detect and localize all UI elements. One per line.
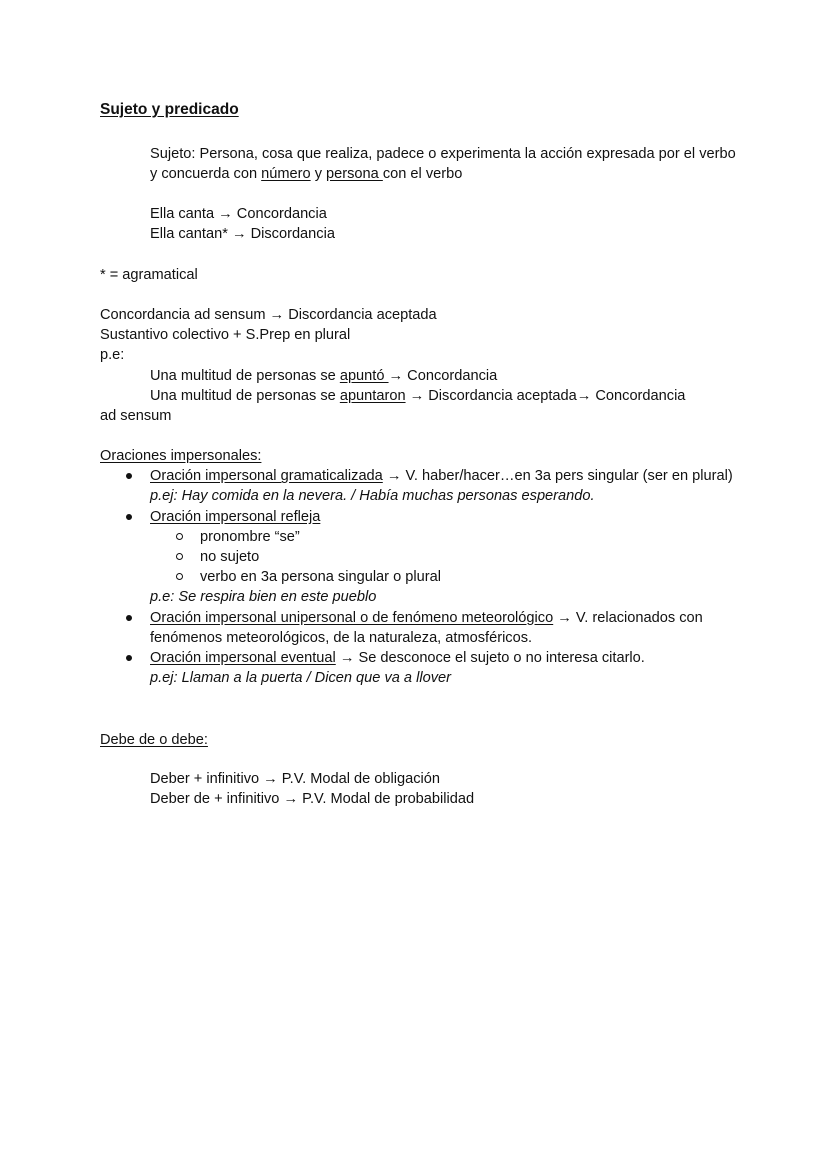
item4-label: Oración impersonal eventual <box>150 650 336 667</box>
list-item <box>100 507 738 608</box>
circle-bullet-icon <box>176 573 183 580</box>
item4-text: → Se desconoce el sujeto o no interesa citarlo. <box>335 650 645 667</box>
item2-example: p.e: Se respira bien en este pueblo <box>150 589 377 606</box>
impersonales-list <box>100 466 738 688</box>
list-item <box>100 648 738 688</box>
numero-word: número <box>261 166 311 183</box>
bullet-icon <box>126 615 132 621</box>
ex1-start: Una multitud de personas se <box>150 367 340 384</box>
def-end: con el verbo <box>382 166 463 183</box>
ad-sensum-section <box>100 305 738 426</box>
bullet-icon <box>126 655 132 661</box>
list-item <box>100 608 738 648</box>
example-concordancia: Ella canta → Concordancia <box>150 206 327 222</box>
item2-label: Oración impersonal refleja <box>150 508 321 525</box>
ad-sensum-line2: Sustantivo colectivo + S.Prep en plural <box>100 327 351 344</box>
list-item <box>100 466 738 506</box>
ex2-start: Una multitud de personas se <box>150 387 340 404</box>
item1-text: → V. haber/hacer…en 3a pers singular (ser en plural) <box>382 468 733 485</box>
refleja-sublist <box>150 527 738 588</box>
ad-sensum-line1: Concordancia ad sensum → Discordancia aceptada <box>100 307 437 323</box>
sublist-item <box>150 567 738 587</box>
sublist-text: pronombre “se” <box>200 528 300 545</box>
debe-heading: Debe de o debe: <box>100 732 208 748</box>
ex2-verb: apuntaron <box>339 387 406 404</box>
ad-sensum-example2 <box>100 386 738 406</box>
def-start: Sujeto: Persona, cosa que realiza, padece o experimenta la acción expresada por el verbo y concuerda con <box>150 146 736 183</box>
sublist-item <box>150 527 738 547</box>
item1-label: Oración impersonal gramaticalizada <box>150 468 383 485</box>
sujeto-definition-text <box>100 144 738 184</box>
def-y: y <box>310 166 327 183</box>
title-block <box>100 100 738 120</box>
ad-sensum-pe: p.e: <box>100 347 125 364</box>
impersonales-heading: Oraciones impersonales: <box>100 448 262 464</box>
ex1-verb: apuntó <box>339 367 389 384</box>
bullet-icon <box>126 514 132 520</box>
ad-sensum-example1 <box>100 366 738 386</box>
item3-label: Oración impersonal unipersonal o de fenómeno meteorológico <box>150 609 554 626</box>
agramatical-note <box>100 265 738 285</box>
item4-example: p.ej: Llaman a la puerta / Dicen que va a llover <box>150 670 451 687</box>
sublist-text: no sujeto <box>200 549 260 566</box>
ex1-end: → Concordancia <box>388 367 498 384</box>
item1-example: p.ej: Hay comida en la nevera. / Había muchas personas esperando. <box>150 488 595 505</box>
sublist-item <box>150 547 738 567</box>
persona-word: persona <box>326 166 383 183</box>
example-discordancia: Ella cantan* → Discordancia <box>150 226 335 243</box>
sujeto-definition <box>100 144 738 184</box>
item3-text: → V. relacionados con fenómenos meteorológicos, de la naturaleza, atmosféricos. <box>150 609 703 646</box>
page-title: Sujeto y predicado <box>100 101 239 118</box>
ad-sensum-example2-wrap: ad sensum <box>100 408 172 425</box>
ex2-end: → Discordancia aceptada→ Concordancia <box>405 387 686 404</box>
sublist-text: verbo en 3a persona singular o plural <box>200 569 441 586</box>
circle-bullet-icon <box>176 533 183 540</box>
debe-line2: Deber de + infinitivo → P.V. Modal de probabilidad <box>150 791 475 808</box>
debe-line1: Deber + infinitivo → P.V. Modal de obligación <box>150 771 441 787</box>
impersonales-section <box>100 446 738 688</box>
circle-bullet-icon <box>176 553 183 560</box>
debe-lines <box>100 769 738 809</box>
debe-section <box>100 730 738 750</box>
bullet-icon <box>126 473 132 479</box>
agramatical-text: * = agramatical <box>100 267 198 283</box>
sujeto-examples <box>100 204 738 244</box>
